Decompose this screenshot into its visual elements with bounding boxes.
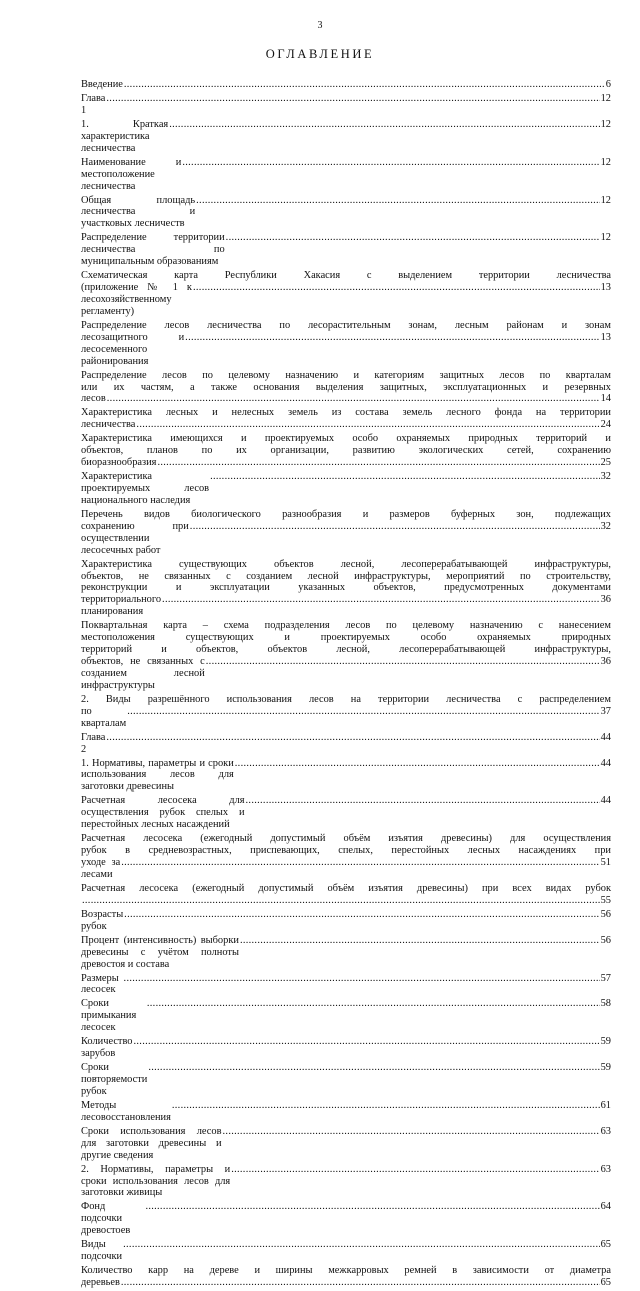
table-of-contents — [81, 79, 611, 1291]
toc-entry-title: 2. Нормативы, параметры и сроки использования лесов для заготовки живицы — [81, 1163, 231, 1199]
dot-leader — [169, 119, 599, 131]
toc-entry-line: реконструкции и эксплуатации указанных объектов, предусмотренных документами — [81, 582, 611, 594]
toc-page-number: 37 — [600, 705, 611, 717]
toc-entry[interactable] — [81, 509, 611, 557]
dot-leader — [124, 79, 605, 91]
toc-entry[interactable] — [81, 694, 611, 730]
dot-leader — [136, 419, 599, 431]
toc-entry-line: лесов — [81, 393, 106, 405]
dot-leader — [148, 1062, 599, 1074]
dot-leader — [231, 1164, 599, 1176]
dot-leader — [121, 857, 599, 869]
dot-leader — [124, 973, 600, 985]
toc-entry[interactable] — [81, 433, 611, 469]
toc-page-number: 12 — [600, 93, 611, 104]
toc-entry-line: рубок в средневозрастных, приспевающих, спелых, перестойных лесных насаждениях при — [81, 845, 611, 857]
toc-entry-line: Характеристика имеющихся и проектируемых особо охраняемых природных территорий и — [81, 433, 611, 445]
toc-entry-line: Распределение лесов по целевому назначению и категориям защитных лесов по кварталам — [81, 369, 611, 381]
toc-page-number: 32 — [600, 520, 611, 532]
toc-page-number: 63 — [600, 1125, 611, 1137]
toc-entry[interactable] — [81, 1201, 611, 1237]
toc-page-number: 51 — [600, 856, 611, 868]
toc-page-number: 56 — [600, 934, 611, 946]
dot-leader — [240, 935, 600, 947]
toc-entry-title: Наименование и местоположение лесничества — [81, 156, 182, 192]
toc-entry[interactable] — [81, 1239, 611, 1263]
toc-entry-title: Введение — [81, 79, 123, 90]
toc-entry[interactable] — [81, 119, 611, 155]
toc-entry[interactable] — [81, 973, 611, 997]
toc-entry-line: 2. Виды разрешённого использования лесов на территории лесничества с распределением — [81, 693, 611, 705]
toc-entry[interactable] — [81, 732, 611, 756]
page-title: ОГЛАВЛЕНИЕ — [265, 47, 375, 61]
toc-entry[interactable] — [81, 232, 611, 268]
toc-entry-line: объектов, не связанных с созданием лесной инфраструктуры — [81, 656, 205, 691]
toc-entry-line: Расчетная лесосека (ежегодный допустимый объём изъятия древесины) для осуществления — [81, 833, 611, 845]
dot-leader — [185, 332, 599, 344]
toc-entry-title: Сроки использования лесов для заготовки древесины и другие сведения — [81, 1125, 222, 1161]
toc-page-number: 13 — [600, 331, 611, 343]
toc-entry-line: деревьев — [81, 1277, 120, 1289]
toc-entry-line: уходе за лесами — [81, 856, 121, 880]
dot-leader — [206, 656, 600, 668]
toc-entry-line: Количество карр на дереве и ширины межкарровых ремней в зависимости от диаметра — [81, 1265, 611, 1277]
toc-page-number: 63 — [600, 1163, 611, 1175]
toc-page-number: 44 — [600, 731, 611, 743]
toc-entry[interactable] — [81, 1100, 611, 1124]
dot-leader — [235, 758, 600, 770]
dot-leader — [210, 471, 600, 483]
toc-entry[interactable] — [81, 1164, 611, 1200]
toc-entry[interactable] — [81, 195, 611, 231]
toc-entry-title: Общая площадь лесничества и участковых лесничеств — [81, 194, 196, 230]
toc-entry[interactable] — [81, 370, 611, 406]
toc-entry[interactable] — [81, 909, 611, 933]
toc-page-number: 65 — [600, 1277, 611, 1289]
toc-page-number: 12 — [600, 194, 611, 206]
dot-leader — [226, 232, 600, 244]
toc-page-number: 36 — [600, 594, 611, 606]
toc-entry-title: 1. Нормативы, параметры и сроки использования лесов для заготовки древесины — [81, 757, 234, 793]
toc-entry-title: Процент (интенсивность) выборки древесины с учётом полноты древостоя и состава — [81, 934, 239, 970]
toc-page-number: 65 — [600, 1239, 611, 1251]
dot-leader — [107, 393, 600, 405]
toc-page-number: 14 — [600, 393, 611, 405]
toc-entry[interactable] — [81, 620, 611, 691]
toc-entry[interactable] — [81, 935, 611, 971]
toc-entry-line: местоположения существующих и проектируемых особо охраняемых природных — [81, 632, 611, 644]
toc-entry-title: 1. Краткая характеристика лесничества — [81, 118, 169, 154]
toc-entry-line: сохранению при осуществлении лесосечных работ — [81, 520, 189, 556]
toc-entry-title: Методы лесовосстановления — [81, 1099, 171, 1123]
toc-page-number: 13 — [600, 282, 611, 294]
toc-entry[interactable] — [81, 1265, 611, 1289]
toc-page-number: 59 — [600, 1062, 611, 1074]
toc-page-number: 25 — [600, 457, 611, 469]
toc-page-number: 55 — [600, 894, 611, 906]
toc-page-number: 56 — [600, 908, 611, 920]
toc-entry-line: объектов, планов по их организации, развитию экологических сетей, сохранению — [81, 445, 611, 457]
dot-leader — [147, 998, 600, 1010]
dot-leader — [162, 594, 600, 606]
toc-page-number: 6 — [605, 79, 611, 90]
toc-entry-line: территорий и объектов, объектов лесной, лесоперерабатывающей инфраструктуры, — [81, 644, 611, 656]
toc-entry[interactable] — [81, 1126, 611, 1162]
dot-leader — [106, 732, 599, 744]
toc-entry-line: по кварталам — [81, 705, 127, 729]
toc-entry[interactable] — [81, 1036, 611, 1060]
dot-leader — [134, 1036, 600, 1048]
dot-leader — [190, 521, 600, 533]
toc-entry[interactable] — [81, 157, 611, 193]
toc-entry[interactable] — [81, 998, 611, 1034]
dot-leader — [145, 1201, 599, 1213]
toc-entry[interactable] — [81, 883, 611, 907]
toc-entry-title: Сроки примыкания лесосек — [81, 998, 137, 1034]
toc-page-number: 12 — [600, 156, 611, 168]
dot-leader — [246, 795, 600, 807]
dot-leader — [196, 195, 599, 207]
toc-entry-line: объектов, не связанных с созданием лесной инфраструктуры, мероприятий по строительству, — [81, 570, 611, 582]
page-number: 3 — [317, 20, 323, 31]
toc-entry-title: Глава 1 — [81, 93, 106, 116]
toc-page-number: 61 — [600, 1099, 611, 1111]
toc-entry-line: территориального планирования — [81, 594, 162, 618]
toc-entry-line: (приложение № 1 к лесохозяйственному регламенту) — [81, 282, 192, 317]
toc-entry-line: лесничества — [81, 419, 136, 431]
toc-entry-title: Глава 2 — [81, 731, 106, 755]
toc-entry-title: Сроки повторяемости рубок — [81, 1062, 148, 1097]
toc-page-number: 12 — [600, 118, 611, 130]
toc-entry-title: Виды подсочки — [81, 1239, 123, 1263]
toc-page-number: 36 — [600, 656, 611, 667]
toc-entry-line: Перечень видов биологического разнообразия и размеров буферных зон, подлежащих — [81, 508, 611, 520]
toc-page-number: 57 — [600, 972, 611, 984]
toc-entry[interactable] — [81, 471, 611, 507]
dot-leader — [193, 282, 600, 294]
dot-leader — [127, 706, 599, 718]
toc-entry-line: Распределение лесов лесничества по лесорастительным зонам, лесным районам и зонам — [81, 319, 611, 331]
toc-entry-title: Распределение территории лесничества по муниципальным образованиям — [81, 232, 225, 268]
dot-leader — [121, 1277, 600, 1289]
dot-leader — [123, 1239, 599, 1251]
toc-entry-title: Количество зарубов — [81, 1036, 133, 1060]
toc-page-number: 12 — [600, 232, 611, 244]
toc-page-number: 32 — [600, 471, 611, 483]
toc-entry[interactable] — [81, 93, 611, 117]
toc-entry-line: Характеристика существующих объектов лесной, лесоперерабатывающей инфраструктуры, — [81, 558, 611, 570]
toc-entry-line: лесозащитного и лесосеменного районирования — [81, 331, 185, 367]
toc-page-number: 58 — [600, 998, 611, 1010]
toc-entry-title: Возрасты рубок — [81, 908, 124, 932]
toc-entry[interactable] — [81, 270, 611, 318]
toc-page-number: 24 — [600, 419, 611, 431]
dot-leader — [106, 93, 599, 105]
toc-entry-title: Характеристика проектируемых лесов национального наследия — [81, 471, 210, 506]
toc-entry-line: Расчетная лесосека (ежегодный допустимый объём изъятия древесины) при всех видах рубок — [81, 882, 611, 894]
toc-page-number: 59 — [600, 1036, 611, 1048]
dot-leader — [157, 457, 599, 469]
toc-entry-line: Характеристика лесных и нелесных земель из состава земель лесного фонда на территории — [81, 407, 611, 419]
toc-page-number: 64 — [600, 1201, 611, 1213]
toc-page-number: 44 — [600, 795, 611, 807]
toc-entry-line: Поквартальная карта – схема подразделения лесов по целевому назначению с нанесением — [81, 620, 611, 632]
dot-leader — [223, 1126, 600, 1138]
toc-entry[interactable] — [81, 833, 611, 881]
toc-entry[interactable] — [81, 79, 611, 91]
toc-entry[interactable] — [81, 559, 611, 619]
toc-entry-title: Расчетная лесосека для осуществления рубок спелых и перестойных лесных насаждений — [81, 795, 245, 831]
dot-leader — [172, 1100, 600, 1112]
toc-entry-title: Фонд подсочки древостоев — [81, 1201, 131, 1237]
toc-entry[interactable] — [81, 407, 611, 431]
toc-entry-line: Схематическая карта Республики Хакасия с выделением территории лесничества — [81, 270, 611, 282]
toc-entry-title: Размеры лесосек — [81, 972, 119, 996]
toc-entry[interactable] — [81, 1062, 611, 1098]
toc-entry[interactable] — [81, 795, 611, 831]
toc-entry-line: биоразнообразия — [81, 457, 157, 469]
dot-leader — [124, 909, 599, 921]
toc-entry[interactable] — [81, 758, 611, 794]
toc-entry[interactable] — [81, 320, 611, 368]
dot-leader — [182, 157, 599, 169]
toc-entry-line: или их частям, а также основания выделения защитных, эксплуатационных и резервных — [81, 381, 611, 393]
toc-page-number: 44 — [600, 757, 611, 769]
